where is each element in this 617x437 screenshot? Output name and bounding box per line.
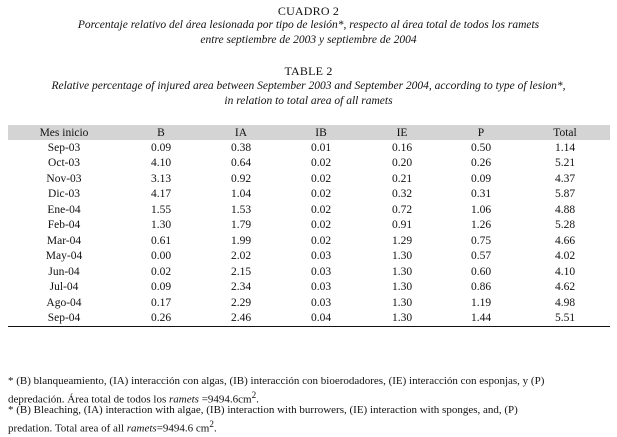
table-cell: 0.09 bbox=[150, 281, 172, 294]
english-table-heading: TABLE 2 bbox=[284, 64, 333, 78]
table-cell: 4.10 bbox=[150, 157, 172, 170]
table-cell: 0.26 bbox=[120, 311, 202, 327]
spanish-footnote-superscript: 2 bbox=[251, 390, 257, 400]
table-header-row bbox=[8, 125, 610, 140]
table-cell: 0.02 bbox=[310, 172, 332, 185]
table-cell: 1.30 bbox=[362, 311, 442, 327]
spanish-footnote bbox=[8, 374, 608, 407]
table-cell: 0.17 bbox=[150, 296, 172, 309]
table-cell: Sep-04 bbox=[8, 311, 120, 327]
table-cell: 1.30 bbox=[391, 250, 413, 263]
table-cell: 1.30 bbox=[150, 219, 172, 232]
table-row bbox=[8, 156, 610, 172]
table-cell: 0.86 bbox=[470, 281, 492, 294]
table-cell: 2.34 bbox=[230, 281, 252, 294]
table-cell: 0.91 bbox=[391, 219, 413, 232]
table-cell: 1.99 bbox=[230, 234, 252, 247]
table-cell: 4.66 bbox=[554, 234, 576, 247]
table-cell: 4.98 bbox=[554, 296, 576, 309]
table-cell: 4.62 bbox=[554, 281, 576, 294]
table-row bbox=[8, 202, 610, 218]
injury-percentage-table bbox=[8, 125, 610, 327]
table-cell: 0.31 bbox=[470, 188, 492, 201]
table-cell: 0.92 bbox=[230, 172, 252, 185]
column-header-total: Total bbox=[520, 125, 610, 140]
spanish-table-heading: CUADRO 2 bbox=[277, 4, 340, 18]
english-footnote-line-1: * (B) Bleaching, (IA) interaction with algae, (IB) interaction with burrowers, (IE) interaction with sponges, and, (P) bbox=[8, 404, 518, 416]
table-cell: Ago-04 bbox=[46, 296, 82, 309]
table-row bbox=[8, 187, 610, 203]
table-cell: 0.03 bbox=[310, 296, 332, 309]
table-cell: 1.19 bbox=[470, 296, 492, 309]
spanish-footnote-line-1: * (B) blanqueamiento, (IA) interacción con algas, (IB) interacción con bioerodadores, (IE) interacción con esponjas, y (P) bbox=[8, 375, 545, 387]
table-cell: 0.02 bbox=[310, 203, 332, 216]
table-cell: 2.46 bbox=[202, 311, 280, 327]
table-cell: 0.64 bbox=[230, 157, 252, 170]
table-row bbox=[8, 295, 610, 311]
table-cell: 0.72 bbox=[391, 203, 413, 216]
table-cell: 0.09 bbox=[150, 141, 172, 154]
table-cell: 5.51 bbox=[520, 311, 610, 327]
english-footnote-line-2 bbox=[8, 417, 608, 436]
table-cell: 0.32 bbox=[391, 188, 413, 201]
table-cell: 2.15 bbox=[230, 265, 252, 278]
table-cell: 0.03 bbox=[310, 250, 332, 263]
table-cell: 5.87 bbox=[554, 188, 576, 201]
english-footnote-area: =9494.6 cm bbox=[156, 422, 210, 435]
table-cell: 1.30 bbox=[391, 296, 413, 309]
table-cell: 4.10 bbox=[554, 265, 576, 278]
table-row bbox=[8, 233, 610, 249]
spanish-footnote-text: depredación. Área total de todos los bbox=[8, 393, 169, 406]
table-row bbox=[8, 264, 610, 280]
table-cell: 1.04 bbox=[230, 188, 252, 201]
table-row bbox=[8, 311, 610, 327]
table-cell: Sep-03 bbox=[47, 141, 81, 154]
table-cell: 4.02 bbox=[554, 250, 576, 263]
table-cell: 5.28 bbox=[554, 219, 576, 232]
table-cell: 1.79 bbox=[230, 219, 252, 232]
table-cell: Jun-04 bbox=[48, 265, 80, 278]
table-cell: May-04 bbox=[45, 250, 83, 263]
table-row bbox=[8, 171, 610, 187]
table-cell: 0.20 bbox=[391, 157, 413, 170]
table-cell: 1.30 bbox=[391, 265, 413, 278]
table-cell: 5.21 bbox=[554, 157, 576, 170]
table-cell: 1.14 bbox=[554, 141, 576, 154]
spanish-caption-line-2: entre septiembre de 2003 y septiembre de 2004 bbox=[200, 34, 417, 46]
table-cell: 0.60 bbox=[470, 265, 492, 278]
table-cell: 1.06 bbox=[470, 203, 492, 216]
table-row bbox=[8, 218, 610, 234]
table-cell: 0.57 bbox=[470, 250, 492, 263]
table-cell: 0.38 bbox=[230, 141, 252, 154]
column-header-ie: IE bbox=[362, 125, 442, 140]
table-row bbox=[8, 140, 610, 156]
spanish-footnote-end: . bbox=[256, 393, 259, 406]
table-cell: 0.02 bbox=[310, 157, 332, 170]
table-cell: 0.02 bbox=[310, 234, 332, 247]
table-cell: 0.03 bbox=[310, 265, 332, 278]
column-header-p: P bbox=[442, 125, 520, 140]
table-cell: 0.09 bbox=[470, 172, 492, 185]
table-cell: 3.13 bbox=[150, 172, 172, 185]
column-header-ia: IA bbox=[202, 125, 280, 140]
table-cell: 2.29 bbox=[230, 296, 252, 309]
table-cell: Oct-03 bbox=[48, 157, 80, 170]
english-caption-line-2: in relation to total area of all ramets bbox=[224, 95, 393, 107]
table-cell: Ene-04 bbox=[47, 203, 81, 216]
table-cell: 0.04 bbox=[280, 311, 362, 327]
table-cell: 4.17 bbox=[150, 188, 172, 201]
table-cell: 4.37 bbox=[554, 172, 576, 185]
table-cell: Mar-04 bbox=[46, 234, 82, 247]
english-caption-line-1: Relative percentage of injured area between September 2003 and September 2004, according to type of lesion*, bbox=[51, 80, 566, 92]
table-row bbox=[8, 249, 610, 265]
english-footnote-superscript: 2 bbox=[209, 419, 214, 429]
spanish-footnote-area: =9494.6cm bbox=[198, 393, 252, 406]
table-cell: Nov-03 bbox=[46, 172, 82, 185]
table-cell: 0.16 bbox=[391, 141, 413, 154]
table-cell: Dic-03 bbox=[48, 188, 80, 201]
english-footnote-end: . bbox=[213, 422, 217, 435]
table-cell: 1.30 bbox=[391, 281, 413, 294]
table-cell: 0.02 bbox=[150, 265, 172, 278]
table-cell: 0.01 bbox=[310, 141, 332, 154]
table-cell: 1.53 bbox=[230, 203, 252, 216]
table-cell: 1.55 bbox=[150, 203, 172, 216]
table-cell: 0.00 bbox=[150, 250, 172, 263]
table-cell: 0.75 bbox=[470, 234, 492, 247]
table-cell: 0.26 bbox=[470, 157, 492, 170]
english-footnote-text: predation. Total area of all bbox=[8, 422, 127, 435]
table-cell: 0.50 bbox=[470, 141, 492, 154]
table-cell: 0.02 bbox=[310, 188, 332, 201]
table-cell: Jul-04 bbox=[49, 281, 79, 294]
table-cell: 0.61 bbox=[150, 234, 172, 247]
table-cell: 1.44 bbox=[442, 311, 520, 327]
column-header-b: B bbox=[120, 125, 202, 140]
table-cell: 0.03 bbox=[310, 281, 332, 294]
table-row bbox=[8, 280, 610, 296]
column-header-month: Mes inicio bbox=[8, 125, 120, 140]
table-cell: 0.02 bbox=[310, 219, 332, 232]
spanish-footnote-ramets: ramets bbox=[168, 393, 199, 406]
english-footnote bbox=[8, 403, 608, 436]
table-cell: 1.26 bbox=[470, 219, 492, 232]
table-cell: 1.29 bbox=[391, 234, 413, 247]
english-footnote-ramets: ramets bbox=[126, 422, 157, 435]
table-cell: 2.02 bbox=[230, 250, 252, 263]
column-header-ib: IB bbox=[280, 125, 362, 140]
table-cell: Feb-04 bbox=[47, 219, 81, 232]
table-cell: 0.21 bbox=[391, 172, 413, 185]
spanish-caption-line-1: Porcentaje relativo del área lesionada por tipo de lesión*, respecto al área total de todos los ramets bbox=[77, 19, 540, 31]
table-cell: 4.88 bbox=[554, 203, 576, 216]
